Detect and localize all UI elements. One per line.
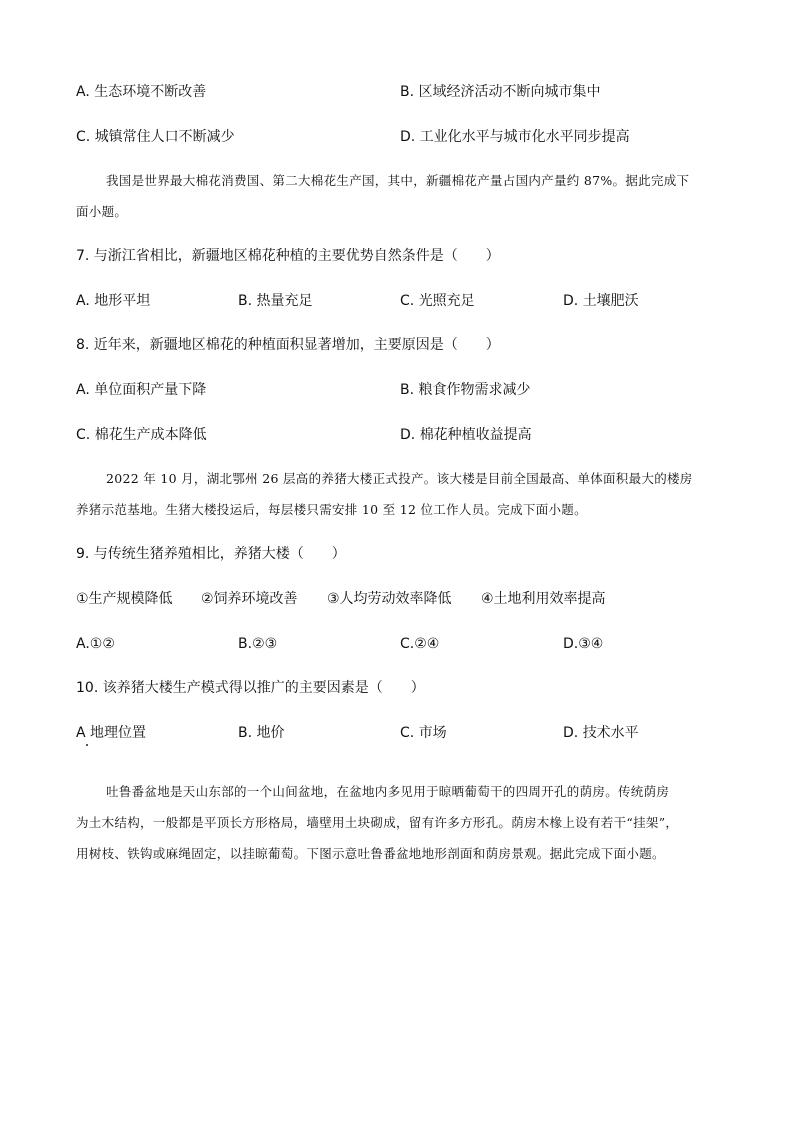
q7-stem: 7. 与浙江省相比，新疆地区棉花种植的主要优势自然条件是（ ） (76, 248, 500, 264)
option-text: ②③ (252, 636, 278, 652)
q10-option-a (76, 724, 146, 742)
option-text: 地理位置 (90, 725, 147, 741)
option-label: D. (563, 636, 579, 652)
option-label: C. (400, 293, 415, 309)
option-label: D. (400, 129, 416, 145)
option-text: 工业化水平与城市化水平同步提高 (419, 129, 630, 145)
passage1-line2: 面小题。 (76, 204, 128, 219)
q6-option-a (76, 83, 206, 101)
q8-option-a (76, 381, 206, 399)
option-label: B. (400, 84, 415, 100)
option-text: 热量充足 (256, 293, 313, 309)
option-text: 技术水平 (582, 725, 639, 741)
q6-option-b (400, 83, 601, 101)
q8-option-b (400, 381, 531, 399)
option-label: B. (238, 293, 253, 309)
q6-option-c (76, 128, 235, 146)
option-text: 粮食作物需求减少 (418, 382, 531, 398)
option-label: B. (238, 636, 253, 652)
q10-option-b (238, 724, 285, 742)
option-label: D. (400, 427, 416, 443)
option-text: 土壤肥沃 (582, 293, 639, 309)
option-label: A. (76, 382, 90, 398)
q8-option-d (400, 426, 532, 444)
q7-option-d (563, 292, 639, 310)
q9-option-a (76, 635, 115, 653)
option-label: C. (400, 725, 415, 741)
stray-dot (86, 744, 88, 746)
option-label: A (76, 725, 86, 741)
q7-option-a (76, 292, 150, 310)
passage3-line2: 为土木结构，一般都是平顶长方形格局，墙壁用土块砌成，留有许多方形孔。荫房木椽上设有若干“挂架”， (76, 815, 679, 830)
option-text: 棉花种植收益提高 (419, 427, 532, 443)
option-text: ③④ (578, 636, 604, 652)
option-label: C. (76, 427, 91, 443)
option-label: C. (76, 129, 91, 145)
option-text: 市场 (418, 725, 447, 741)
option-text: 地价 (256, 725, 285, 741)
q9-stem: 9. 与传统生猪养殖相比，养猪大楼（ ） (76, 546, 346, 562)
q6-option-d (400, 128, 630, 146)
q9-option-d (563, 635, 603, 653)
option-label: D. (563, 293, 579, 309)
option-text: 生态环境不断改善 (94, 84, 207, 100)
passage3-line3: 用树枝、铁钩或麻绳固定，以挂晾葡萄。下图示意吐鲁番盆地地形剖面和荫房景观。据此完成下面小题。 (76, 846, 665, 861)
q7-option-b (238, 292, 313, 310)
option-text: 单位面积产量下降 (94, 382, 207, 398)
option-label: A. (76, 636, 90, 652)
q9-statement-3: ③人均劳动效率降低 (327, 591, 452, 607)
option-text: 棉花生产成本降低 (94, 427, 207, 443)
option-text: ①② (89, 636, 115, 652)
passage2-line1: 2022 年 10 月，湖北鄂州 26 层高的养猪大楼正式投产。该大楼是目前全国最高、单体面积最大的楼房 (106, 471, 693, 486)
option-text: 光照充足 (418, 293, 475, 309)
q7-option-c (400, 292, 475, 310)
option-label: A. (76, 84, 90, 100)
option-label: B. (238, 725, 253, 741)
passage2-line2: 养猪示范基地。生猪大楼投运后，每层楼只需安排 10 至 12 位工作人员。完成下面小题。 (76, 502, 587, 517)
q9-option-c (400, 635, 439, 653)
option-label: D. (563, 725, 579, 741)
q10-stem: 10. 该养猪大楼生产模式得以推广的主要因素是（ ） (76, 680, 425, 696)
q10-option-c (400, 724, 447, 742)
q9-statement-4: ④土地利用效率提高 (481, 591, 606, 607)
passage1-line1: 我国是世界最大棉花消费国、第二大棉花生产国，其中，新疆棉花产量占国内产量约 87%。据此完成下 (106, 173, 690, 188)
option-text: 城镇常住人口不断减少 (94, 129, 235, 145)
option-text: ②④ (414, 636, 440, 652)
option-label: A. (76, 293, 90, 309)
q8-stem: 8. 近年来，新疆地区棉花的种植面积显著增加，主要原因是（ ） (76, 337, 500, 353)
option-label: C. (400, 636, 415, 652)
q8-option-c (76, 426, 207, 444)
q9-statement-1: ①生产规模降低 (76, 591, 173, 607)
q9-statement-2: ②饲养环境改善 (201, 591, 298, 607)
option-label: B. (400, 382, 415, 398)
q10-option-d (563, 724, 639, 742)
option-text: 区域经济活动不断向城市集中 (418, 84, 601, 100)
q9-option-b (238, 635, 277, 653)
passage3-line1: 吐鲁番盆地是天山东部的一个山间盆地，在盆地内多见用于晾晒葡萄干的四周开孔的荫房。传统荫房 (106, 784, 670, 799)
option-text: 地形平坦 (94, 293, 151, 309)
